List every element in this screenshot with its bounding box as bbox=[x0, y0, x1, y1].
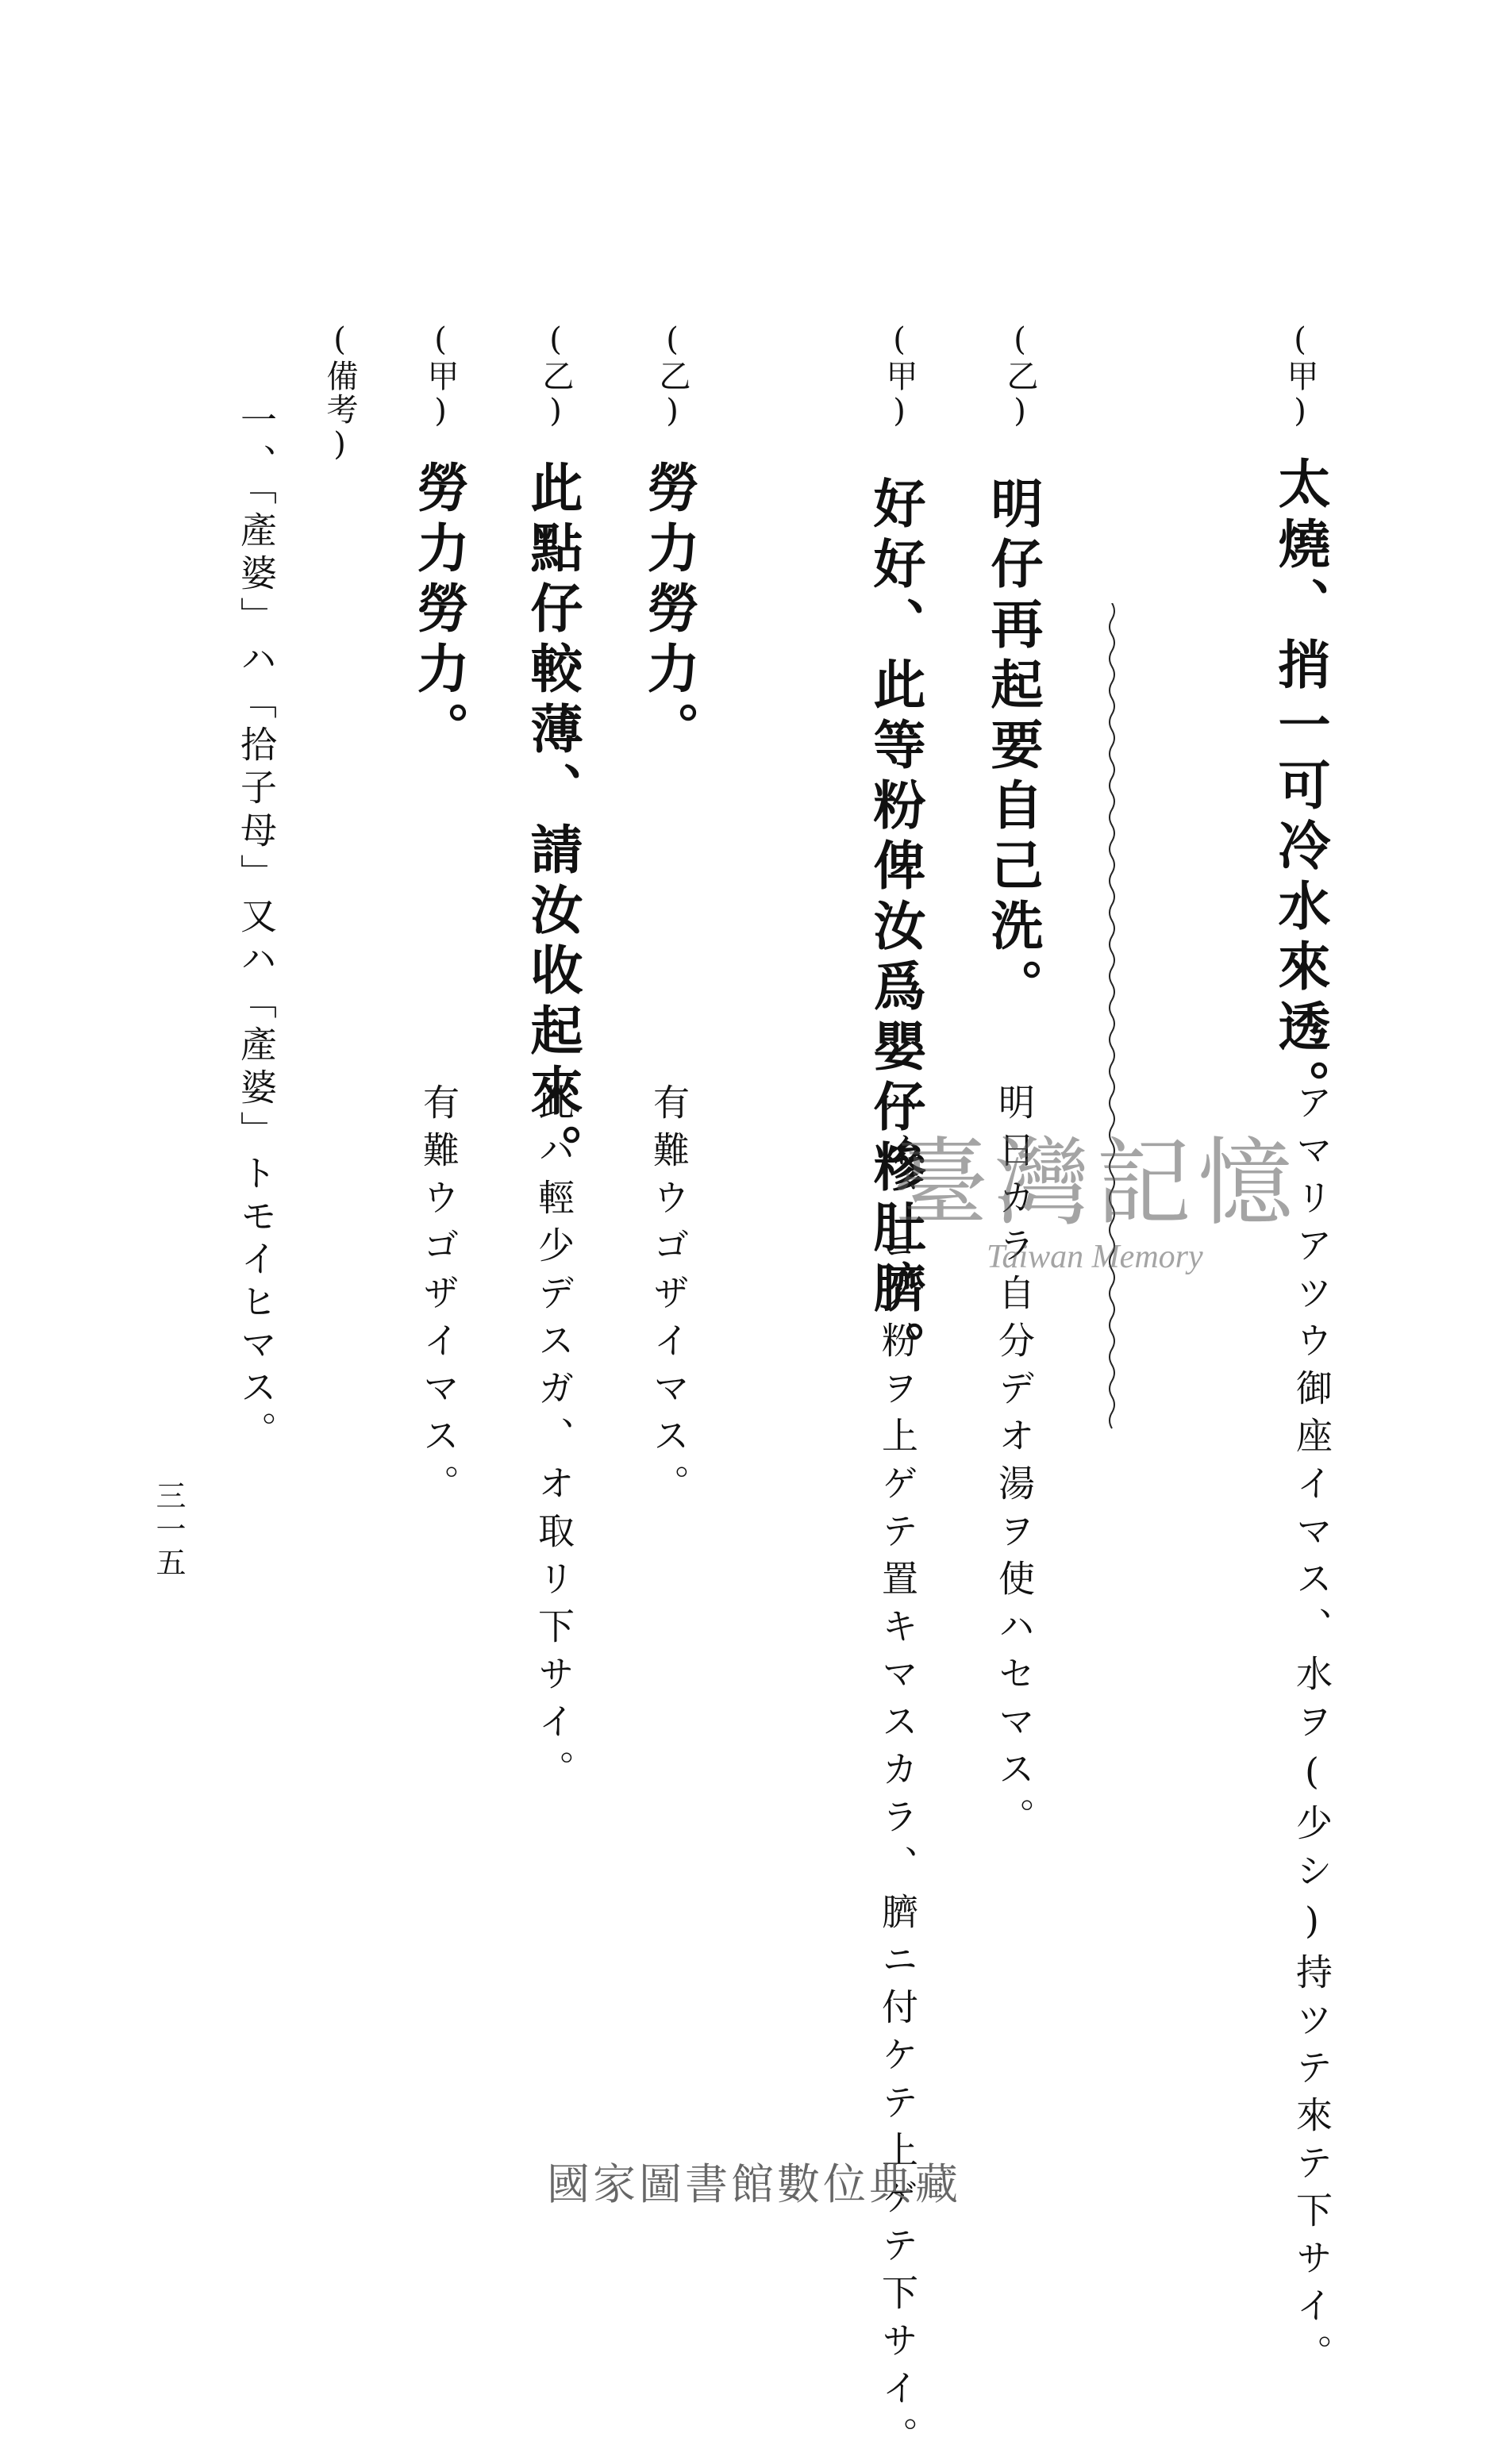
watermark-sub-text: Taiwan Memory bbox=[987, 1239, 1203, 1275]
taiwanese-line: 勞力勞力。 bbox=[408, 460, 470, 762]
japanese-translation: 此ハ輕少デスガ、オ取リ下サイ。 bbox=[533, 1083, 575, 1797]
speaker-label: (乙) bbox=[537, 321, 574, 431]
page-number: 三一五 bbox=[151, 1480, 186, 1580]
japanese-translation: アマリアツウ御座イマス、水ヲ(少シ)持ツテ來テ下サイ。 bbox=[1291, 1083, 1333, 2381]
taiwanese-line: 此點仔較薄、請汝收起來。 bbox=[521, 460, 583, 1184]
japanese-translation: 明日カラ自分デオ湯ヲ使ハセマス。 bbox=[993, 1083, 1036, 1845]
speaker-label: (甲) bbox=[422, 321, 459, 431]
speaker-label: (甲) bbox=[1282, 321, 1318, 431]
taiwanese-line: 太燒、捎一可冷水來透。 bbox=[1269, 456, 1331, 1120]
japanese-translation: 有難ウゴザイマス。 bbox=[417, 1083, 460, 1512]
remarks-heading: (備考) bbox=[321, 321, 358, 464]
remarks-note: 一、「產婆」ハ「拾子母」又ハ「產婆」トモイヒマス。 bbox=[235, 401, 278, 1454]
japanese-translation: ハイ、コノ粉ヲ上ゲテ置キマスカラ、臍ニ付ケテ上ゲテ下サイ。 bbox=[876, 1083, 919, 2464]
speaker-label: (甲) bbox=[881, 321, 917, 431]
taiwanese-line: 好好、此等粉俾汝爲嬰仔糝肚臍。 bbox=[864, 476, 926, 1381]
footer-credit: 國家圖書館數位典藏 bbox=[547, 2159, 961, 2209]
speaker-label: (乙) bbox=[654, 321, 691, 431]
wavy-divider bbox=[1106, 603, 1118, 1432]
watermark-logo bbox=[893, 1107, 1299, 1282]
speaker-label: (乙) bbox=[1002, 321, 1038, 431]
taiwanese-line: 勞力勞力。 bbox=[638, 460, 700, 762]
watermark-main-text: 臺灣記憶 bbox=[893, 1128, 1299, 1239]
japanese-translation: 有難ウゴザイマス。 bbox=[648, 1083, 691, 1512]
taiwanese-line: 明仔再起要自己洗。 bbox=[982, 476, 1044, 1019]
